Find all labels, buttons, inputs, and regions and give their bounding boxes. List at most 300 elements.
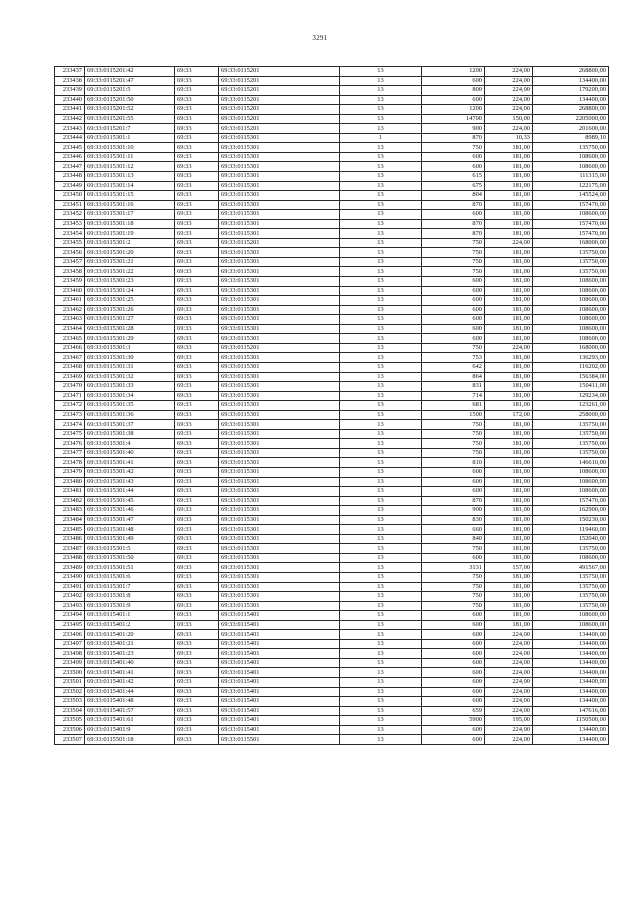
specific-value-cell: 181,00 bbox=[485, 257, 533, 267]
specific-value-cell: 181,00 bbox=[485, 372, 533, 382]
cadastral-value-cell: 135750,00 bbox=[533, 592, 609, 602]
district-code-cell: 69:33 bbox=[175, 467, 219, 477]
table-row bbox=[55, 248, 609, 258]
cadastral-quarter-cell: 69:33:0115501 bbox=[219, 735, 340, 745]
specific-value-cell: 181,00 bbox=[485, 353, 533, 363]
row-number-cell: 233464 bbox=[55, 324, 85, 334]
cadastral-quarter-cell: 69:33:0115301 bbox=[219, 181, 340, 191]
row-number-cell: 233446 bbox=[55, 152, 85, 162]
row-number-cell: 233454 bbox=[55, 229, 85, 239]
cadastral-number-cell: 69:33:0115301:18 bbox=[85, 219, 175, 229]
row-number-cell: 233452 bbox=[55, 210, 85, 220]
row-number-cell: 233502 bbox=[55, 687, 85, 697]
specific-value-cell: 181,00 bbox=[485, 458, 533, 468]
table-row bbox=[55, 353, 609, 363]
row-number-cell: 233465 bbox=[55, 334, 85, 344]
cadastral-number-cell: 69:33:0115301:42 bbox=[85, 467, 175, 477]
cadastral-quarter-cell: 69:33:0115301 bbox=[219, 219, 340, 229]
cadastral-value-cell: 8989,10 bbox=[533, 133, 609, 143]
zone-code-cell: 13 bbox=[340, 114, 422, 124]
table-row bbox=[55, 611, 609, 621]
specific-value-cell: 181,00 bbox=[485, 506, 533, 516]
cadastral-value-cell: 119460,00 bbox=[533, 525, 609, 535]
cadastral-number-cell: 69:33:0115301:7 bbox=[85, 582, 175, 592]
zone-code-cell: 13 bbox=[340, 391, 422, 401]
row-number-cell: 233484 bbox=[55, 515, 85, 525]
table-row bbox=[55, 105, 609, 115]
zone-code-cell: 13 bbox=[340, 544, 422, 554]
row-number-cell: 233500 bbox=[55, 668, 85, 678]
row-number-cell: 233449 bbox=[55, 181, 85, 191]
page-number: 3291 bbox=[312, 34, 328, 42]
zone-code-cell: 13 bbox=[340, 496, 422, 506]
row-number-cell: 233439 bbox=[55, 86, 85, 96]
table-row bbox=[55, 219, 609, 229]
cadastral-quarter-cell: 69:33:0115301 bbox=[219, 391, 340, 401]
specific-value-cell: 181,00 bbox=[485, 534, 533, 544]
zone-code-cell: 13 bbox=[340, 582, 422, 592]
cadastral-quarter-cell: 69:33:0115401 bbox=[219, 658, 340, 668]
specific-value-cell: 10,33 bbox=[485, 133, 533, 143]
cadastral-number-cell: 69:33:0115301:2 bbox=[85, 238, 175, 248]
table-row bbox=[55, 114, 609, 124]
row-number-cell: 233495 bbox=[55, 620, 85, 630]
cadastral-quarter-cell: 69:33:0115401 bbox=[219, 687, 340, 697]
cadastral-number-cell: 69:33:0115201:47 bbox=[85, 76, 175, 86]
row-number-cell: 233493 bbox=[55, 601, 85, 611]
table-row bbox=[55, 477, 609, 487]
cadastral-quarter-cell: 69:33:0115301 bbox=[219, 229, 340, 239]
district-code-cell: 69:33 bbox=[175, 563, 219, 573]
cadastral-quarter-cell: 69:33:0115401 bbox=[219, 706, 340, 716]
area-cell: 600 bbox=[422, 678, 485, 688]
row-number-cell: 233469 bbox=[55, 372, 85, 382]
cadastral-quarter-cell: 69:33:0115401 bbox=[219, 611, 340, 621]
cadastral-quarter-cell: 69:33:0115301 bbox=[219, 267, 340, 277]
row-number-cell: 233459 bbox=[55, 277, 85, 287]
specific-value-cell: 224,00 bbox=[485, 697, 533, 707]
area-cell: 870 bbox=[422, 200, 485, 210]
area-cell: 600 bbox=[422, 277, 485, 287]
cadastral-number-cell: 69:33:0115301:30 bbox=[85, 353, 175, 363]
cadastral-quarter-cell: 69:33:0115301 bbox=[219, 572, 340, 582]
area-cell: 5900 bbox=[422, 716, 485, 726]
cadastral-number-cell: 69:33:0115301:5 bbox=[85, 544, 175, 554]
cadastral-number-cell: 69:33:0115301:15 bbox=[85, 191, 175, 201]
district-code-cell: 69:33 bbox=[175, 143, 219, 153]
table-row bbox=[55, 506, 609, 516]
cadastral-quarter-cell: 69:33:0115301 bbox=[219, 133, 340, 143]
area-cell: 1200 bbox=[422, 105, 485, 115]
specific-value-cell: 181,00 bbox=[485, 496, 533, 506]
table-row bbox=[55, 296, 609, 306]
cadastral-value-cell: 134400,00 bbox=[533, 630, 609, 640]
district-code-cell: 69:33 bbox=[175, 725, 219, 735]
cadastral-value-cell: 268800,00 bbox=[533, 67, 609, 77]
district-code-cell: 69:33 bbox=[175, 105, 219, 115]
row-number-cell: 233458 bbox=[55, 267, 85, 277]
zone-code-cell: 13 bbox=[340, 200, 422, 210]
row-number-cell: 233480 bbox=[55, 477, 85, 487]
area-cell: 600 bbox=[422, 324, 485, 334]
row-number-cell: 233470 bbox=[55, 382, 85, 392]
row-number-cell: 233505 bbox=[55, 716, 85, 726]
row-number-cell: 233442 bbox=[55, 114, 85, 124]
zone-code-cell: 13 bbox=[340, 248, 422, 258]
cadastral-quarter-cell: 69:33:0115401 bbox=[219, 649, 340, 659]
area-cell: 600 bbox=[422, 487, 485, 497]
district-code-cell: 69:33 bbox=[175, 439, 219, 449]
cadastral-quarter-cell: 69:33:0115301 bbox=[219, 420, 340, 430]
zone-code-cell: 13 bbox=[340, 382, 422, 392]
table-row bbox=[55, 458, 609, 468]
cadastral-number-cell: 69:33:0115201:50 bbox=[85, 95, 175, 105]
row-number-cell: 233479 bbox=[55, 467, 85, 477]
cadastral-value-cell: 135750,00 bbox=[533, 257, 609, 267]
district-code-cell: 69:33 bbox=[175, 410, 219, 420]
district-code-cell: 69:33 bbox=[175, 572, 219, 582]
cadastral-quarter-cell: 69:33:0115401 bbox=[219, 620, 340, 630]
zone-code-cell: 13 bbox=[340, 534, 422, 544]
cadastral-number-cell: 69:33:0115201:52 bbox=[85, 105, 175, 115]
cadastral-quarter-cell: 69:33:0115301 bbox=[219, 210, 340, 220]
specific-value-cell: 181,00 bbox=[485, 525, 533, 535]
district-code-cell: 69:33 bbox=[175, 487, 219, 497]
zone-code-cell: 13 bbox=[340, 229, 422, 239]
zone-code-cell: 13 bbox=[340, 152, 422, 162]
specific-value-cell: 181,00 bbox=[485, 362, 533, 372]
row-number-cell: 233497 bbox=[55, 639, 85, 649]
area-cell: 1500 bbox=[422, 410, 485, 420]
row-number-cell: 233466 bbox=[55, 343, 85, 353]
specific-value-cell: 181,00 bbox=[485, 324, 533, 334]
cadastral-number-cell: 69:33:0115401:61 bbox=[85, 716, 175, 726]
specific-value-cell: 181,00 bbox=[485, 172, 533, 182]
row-number-cell: 233451 bbox=[55, 200, 85, 210]
table-row bbox=[55, 439, 609, 449]
table-row bbox=[55, 210, 609, 220]
cadastral-number-cell: 69:33:0115401:23 bbox=[85, 649, 175, 659]
area-cell: 750 bbox=[422, 601, 485, 611]
row-number-cell: 233445 bbox=[55, 143, 85, 153]
zone-code-cell: 13 bbox=[340, 716, 422, 726]
cadastral-value-cell: 108600,00 bbox=[533, 467, 609, 477]
zone-code-cell: 13 bbox=[340, 172, 422, 182]
area-cell: 600 bbox=[422, 152, 485, 162]
cadastral-quarter-cell: 69:33:0115301 bbox=[219, 458, 340, 468]
district-code-cell: 69:33 bbox=[175, 525, 219, 535]
row-number-cell: 233498 bbox=[55, 649, 85, 659]
district-code-cell: 69:33 bbox=[175, 267, 219, 277]
cadastral-quarter-cell: 69:33:0115301 bbox=[219, 487, 340, 497]
specific-value-cell: 181,00 bbox=[485, 601, 533, 611]
specific-value-cell: 224,00 bbox=[485, 735, 533, 745]
table-row bbox=[55, 391, 609, 401]
cadastral-value-cell: 135750,00 bbox=[533, 572, 609, 582]
cadastral-number-cell: 69:33:0115301:46 bbox=[85, 506, 175, 516]
row-number-cell: 233504 bbox=[55, 706, 85, 716]
area-cell: 659 bbox=[422, 706, 485, 716]
table-body bbox=[55, 67, 609, 745]
area-cell: 600 bbox=[422, 467, 485, 477]
district-code-cell: 69:33 bbox=[175, 257, 219, 267]
cadastral-value-cell: 156384,00 bbox=[533, 372, 609, 382]
zone-code-cell: 13 bbox=[340, 257, 422, 267]
cadastral-number-cell: 69:33:0115301:35 bbox=[85, 401, 175, 411]
cadastral-quarter-cell: 69:33:0115301 bbox=[219, 382, 340, 392]
zone-code-cell: 13 bbox=[340, 238, 422, 248]
table-row bbox=[55, 162, 609, 172]
specific-value-cell: 181,00 bbox=[485, 553, 533, 563]
specific-value-cell: 181,00 bbox=[485, 162, 533, 172]
district-code-cell: 69:33 bbox=[175, 639, 219, 649]
cadastral-number-cell: 69:33:0115301:9 bbox=[85, 601, 175, 611]
table-row bbox=[55, 382, 609, 392]
specific-value-cell: 181,00 bbox=[485, 515, 533, 525]
table-row bbox=[55, 277, 609, 287]
cadastral-quarter-cell: 69:33:0115301 bbox=[219, 592, 340, 602]
specific-value-cell: 172,00 bbox=[485, 410, 533, 420]
row-number-cell: 233447 bbox=[55, 162, 85, 172]
row-number-cell: 233460 bbox=[55, 286, 85, 296]
cadastral-value-cell: 134400,00 bbox=[533, 697, 609, 707]
cadastral-quarter-cell: 69:33:0115301 bbox=[219, 553, 340, 563]
row-number-cell: 233496 bbox=[55, 630, 85, 640]
zone-code-cell: 13 bbox=[340, 401, 422, 411]
specific-value-cell: 181,00 bbox=[485, 286, 533, 296]
table-row bbox=[55, 697, 609, 707]
area-cell: 600 bbox=[422, 162, 485, 172]
district-code-cell: 69:33 bbox=[175, 697, 219, 707]
district-code-cell: 69:33 bbox=[175, 496, 219, 506]
specific-value-cell: 181,00 bbox=[485, 181, 533, 191]
district-code-cell: 69:33 bbox=[175, 334, 219, 344]
zone-code-cell: 13 bbox=[340, 210, 422, 220]
zone-code-cell: 13 bbox=[340, 620, 422, 630]
cadastral-quarter-cell: 69:33:0115301 bbox=[219, 200, 340, 210]
specific-value-cell: 181,00 bbox=[485, 420, 533, 430]
cadastral-quarter-cell: 69:33:0115301 bbox=[219, 525, 340, 535]
row-number-cell: 233462 bbox=[55, 305, 85, 315]
cadastral-value-cell: 135750,00 bbox=[533, 448, 609, 458]
cadastral-value-cell: 122175,00 bbox=[533, 181, 609, 191]
zone-code-cell: 13 bbox=[340, 611, 422, 621]
cadastral-number-cell: 69:33:0115301:50 bbox=[85, 553, 175, 563]
cadastral-number-cell: 69:33:0115301:51 bbox=[85, 563, 175, 573]
table-row bbox=[55, 257, 609, 267]
table-row bbox=[55, 362, 609, 372]
district-code-cell: 69:33 bbox=[175, 181, 219, 191]
zone-code-cell: 13 bbox=[340, 162, 422, 172]
zone-code-cell: 13 bbox=[340, 639, 422, 649]
cadastral-number-cell: 69:33:0115301:44 bbox=[85, 487, 175, 497]
zone-code-cell: 13 bbox=[340, 420, 422, 430]
zone-code-cell: 13 bbox=[340, 267, 422, 277]
area-cell: 675 bbox=[422, 181, 485, 191]
specific-value-cell: 181,00 bbox=[485, 305, 533, 315]
area-cell: 750 bbox=[422, 582, 485, 592]
area-cell: 750 bbox=[422, 572, 485, 582]
cadastral-quarter-cell: 69:33:0115301 bbox=[219, 191, 340, 201]
district-code-cell: 69:33 bbox=[175, 735, 219, 745]
table-row bbox=[55, 238, 609, 248]
district-code-cell: 69:33 bbox=[175, 401, 219, 411]
cadastral-value-cell: 108600,00 bbox=[533, 152, 609, 162]
specific-value-cell: 181,00 bbox=[485, 467, 533, 477]
cadastral-number-cell: 69:33:0115301:29 bbox=[85, 334, 175, 344]
row-number-cell: 233471 bbox=[55, 391, 85, 401]
district-code-cell: 69:33 bbox=[175, 172, 219, 182]
zone-code-cell: 13 bbox=[340, 76, 422, 86]
cadastral-value-cell: 134400,00 bbox=[533, 668, 609, 678]
row-number-cell: 233489 bbox=[55, 563, 85, 573]
specific-value-cell: 181,00 bbox=[485, 477, 533, 487]
cadastral-quarter-cell: 69:33:0115301 bbox=[219, 286, 340, 296]
table-row bbox=[55, 420, 609, 430]
cadastral-number-cell: 69:33:0115301:3 bbox=[85, 343, 175, 353]
row-number-cell: 233456 bbox=[55, 248, 85, 258]
district-code-cell: 69:33 bbox=[175, 611, 219, 621]
table-row bbox=[55, 601, 609, 611]
zone-code-cell: 13 bbox=[340, 315, 422, 325]
cadastral-quarter-cell: 69:33:0115301 bbox=[219, 315, 340, 325]
district-code-cell: 69:33 bbox=[175, 114, 219, 124]
district-code-cell: 69:33 bbox=[175, 219, 219, 229]
zone-code-cell: 13 bbox=[340, 678, 422, 688]
zone-code-cell: 13 bbox=[340, 219, 422, 229]
specific-value-cell: 224,00 bbox=[485, 639, 533, 649]
cadastral-number-cell: 69:33:0115401:44 bbox=[85, 687, 175, 697]
area-cell: 600 bbox=[422, 210, 485, 220]
specific-value-cell: 224,00 bbox=[485, 678, 533, 688]
district-code-cell: 69:33 bbox=[175, 296, 219, 306]
area-cell: 660 bbox=[422, 525, 485, 535]
cadastral-number-cell: 69:33:0115301:33 bbox=[85, 382, 175, 392]
zone-code-cell: 13 bbox=[340, 706, 422, 716]
row-number-cell: 233503 bbox=[55, 697, 85, 707]
district-code-cell: 69:33 bbox=[175, 649, 219, 659]
table-row bbox=[55, 544, 609, 554]
zone-code-cell: 13 bbox=[340, 362, 422, 372]
row-number-cell: 233494 bbox=[55, 611, 85, 621]
district-code-cell: 69:33 bbox=[175, 124, 219, 134]
table-row bbox=[55, 286, 609, 296]
cadastral-value-cell: 134400,00 bbox=[533, 639, 609, 649]
cadastral-number-cell: 69:33:0115301:22 bbox=[85, 267, 175, 277]
specific-value-cell: 224,00 bbox=[485, 649, 533, 659]
cadastral-quarter-cell: 69:33:0115301 bbox=[219, 467, 340, 477]
cadastral-quarter-cell: 69:33:0115301 bbox=[219, 448, 340, 458]
specific-value-cell: 181,00 bbox=[485, 382, 533, 392]
zone-code-cell: 13 bbox=[340, 343, 422, 353]
area-cell: 750 bbox=[422, 257, 485, 267]
area-cell: 600 bbox=[422, 697, 485, 707]
district-code-cell: 69:33 bbox=[175, 553, 219, 563]
cadastral-value-cell: 134400,00 bbox=[533, 735, 609, 745]
cadastral-value-cell: 108600,00 bbox=[533, 277, 609, 287]
specific-value-cell: 181,00 bbox=[485, 315, 533, 325]
district-code-cell: 69:33 bbox=[175, 191, 219, 201]
area-cell: 870 bbox=[422, 229, 485, 239]
specific-value-cell: 181,00 bbox=[485, 219, 533, 229]
cadastral-value-cell: 134400,00 bbox=[533, 687, 609, 697]
cadastral-value-cell: 135750,00 bbox=[533, 582, 609, 592]
area-cell: 600 bbox=[422, 630, 485, 640]
row-number-cell: 233481 bbox=[55, 487, 85, 497]
row-number-cell: 233507 bbox=[55, 735, 85, 745]
cadastral-value-cell: 108600,00 bbox=[533, 611, 609, 621]
cadastral-quarter-cell: 69:33:0115201 bbox=[219, 238, 340, 248]
district-code-cell: 69:33 bbox=[175, 353, 219, 363]
table-row bbox=[55, 343, 609, 353]
cadastral-value-cell: 135750,00 bbox=[533, 267, 609, 277]
cadastral-value-cell: 135750,00 bbox=[533, 601, 609, 611]
specific-value-cell: 181,00 bbox=[485, 200, 533, 210]
row-number-cell: 233448 bbox=[55, 172, 85, 182]
row-number-cell: 233475 bbox=[55, 429, 85, 439]
district-code-cell: 69:33 bbox=[175, 601, 219, 611]
zone-code-cell: 13 bbox=[340, 525, 422, 535]
table-row bbox=[55, 372, 609, 382]
cadastral-value-cell: 150411,00 bbox=[533, 382, 609, 392]
cadastral-value-cell: 134400,00 bbox=[533, 95, 609, 105]
table-row bbox=[55, 668, 609, 678]
specific-value-cell: 224,00 bbox=[485, 124, 533, 134]
table-row bbox=[55, 191, 609, 201]
cadastral-value-cell: 157470,00 bbox=[533, 200, 609, 210]
cadastral-quarter-cell: 69:33:0115301 bbox=[219, 257, 340, 267]
table-row bbox=[55, 620, 609, 630]
cadastral-value-cell: 146610,00 bbox=[533, 458, 609, 468]
specific-value-cell: 181,00 bbox=[485, 296, 533, 306]
cadastral-quarter-cell: 69:33:0115301 bbox=[219, 353, 340, 363]
district-code-cell: 69:33 bbox=[175, 620, 219, 630]
cadastral-number-cell: 69:33:0115301:38 bbox=[85, 429, 175, 439]
zone-code-cell: 13 bbox=[340, 429, 422, 439]
area-cell: 642 bbox=[422, 362, 485, 372]
zone-code-cell: 13 bbox=[340, 143, 422, 153]
area-cell: 750 bbox=[422, 248, 485, 258]
cadastral-quarter-cell: 69:33:0115401 bbox=[219, 639, 340, 649]
zone-code-cell: 13 bbox=[340, 67, 422, 77]
specific-value-cell: 224,00 bbox=[485, 95, 533, 105]
row-number-cell: 233492 bbox=[55, 592, 85, 602]
cadastral-value-cell: 135750,00 bbox=[533, 420, 609, 430]
row-number-cell: 233487 bbox=[55, 544, 85, 554]
zone-code-cell: 13 bbox=[340, 735, 422, 745]
cadastral-number-cell: 69:33:0115301:40 bbox=[85, 448, 175, 458]
zone-code-cell: 13 bbox=[340, 697, 422, 707]
district-code-cell: 69:33 bbox=[175, 448, 219, 458]
area-cell: 600 bbox=[422, 735, 485, 745]
district-code-cell: 69:33 bbox=[175, 477, 219, 487]
area-cell: 600 bbox=[422, 658, 485, 668]
cadastral-number-cell: 69:33:0115401:1 bbox=[85, 611, 175, 621]
cadastral-value-cell: 134400,00 bbox=[533, 658, 609, 668]
cadastral-number-cell: 69:33:0115401:2 bbox=[85, 620, 175, 630]
area-cell: 753 bbox=[422, 353, 485, 363]
cadastral-number-cell: 69:33:0115301:37 bbox=[85, 420, 175, 430]
area-cell: 600 bbox=[422, 286, 485, 296]
area-cell: 750 bbox=[422, 592, 485, 602]
area-cell: 600 bbox=[422, 620, 485, 630]
table-row bbox=[55, 67, 609, 77]
row-number-cell: 233468 bbox=[55, 362, 85, 372]
cadastral-number-cell: 69:33:0115301:45 bbox=[85, 496, 175, 506]
zone-code-cell: 13 bbox=[340, 296, 422, 306]
specific-value-cell: 181,00 bbox=[485, 334, 533, 344]
cadastral-value-cell: 108600,00 bbox=[533, 620, 609, 630]
